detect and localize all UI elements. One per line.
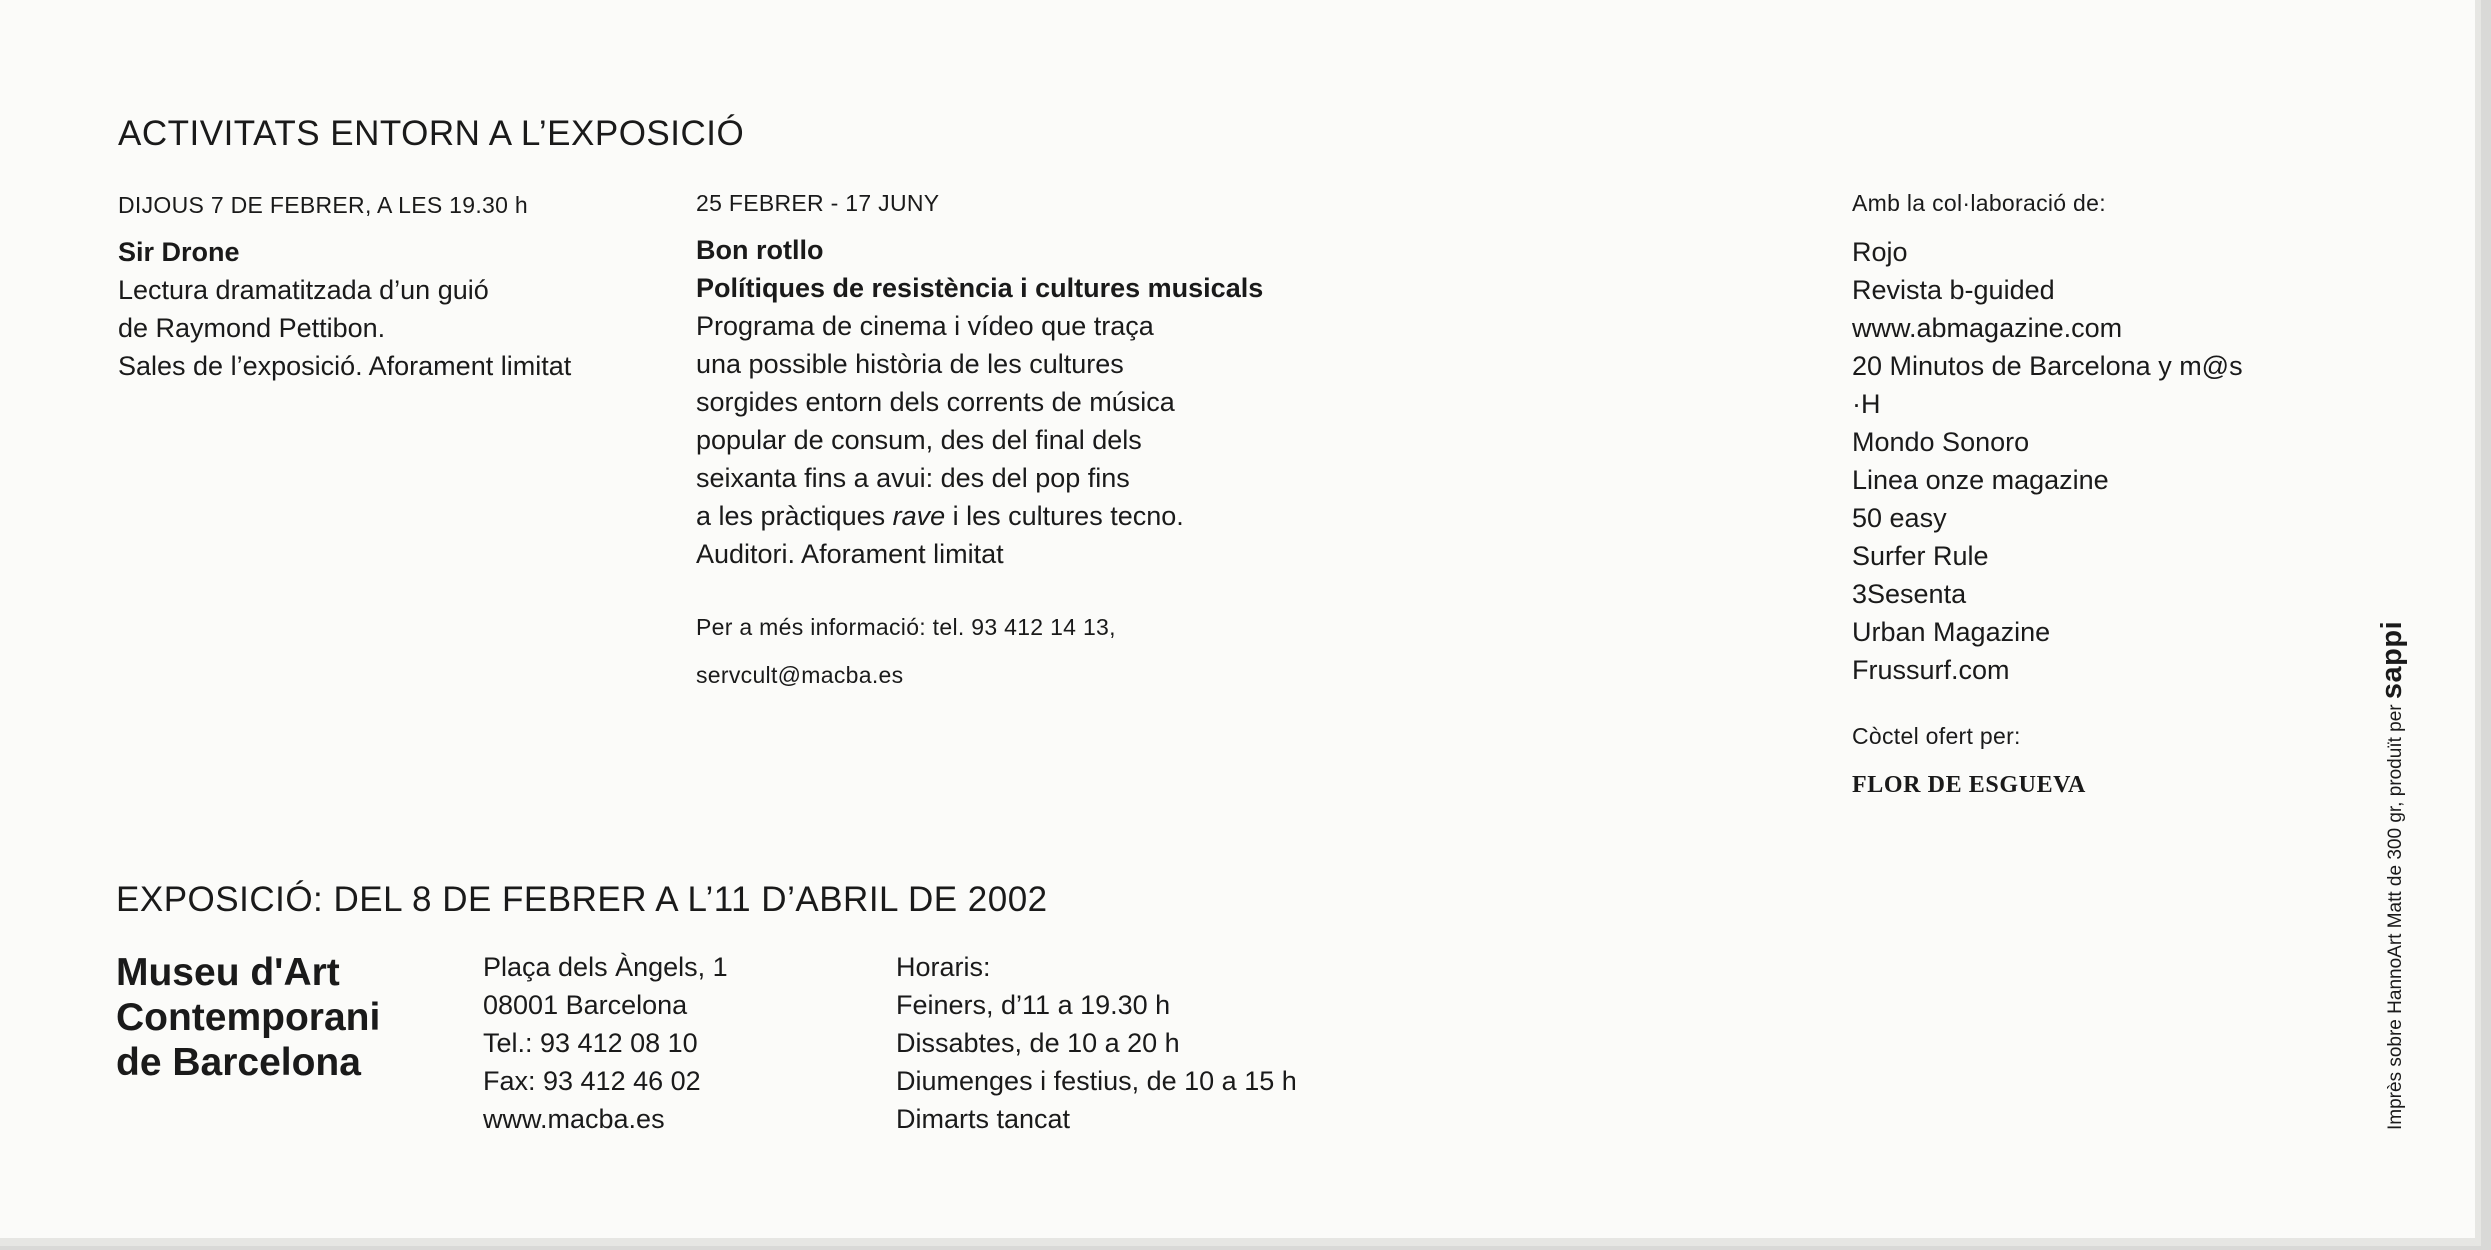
hours-heading: Horaris: <box>896 952 991 982</box>
address-line: Plaça dels Àngels, 1 <box>483 952 728 982</box>
sponsor-item: Rojo <box>1852 237 1908 267</box>
event-subtitle: Polítiques de resistència i cultures musicals <box>696 273 1264 303</box>
hours-line: Dimarts tancat <box>896 1104 1071 1134</box>
event-line: Sales de l’exposició. Aforament limitat <box>118 351 572 381</box>
sponsor-item: 50 easy <box>1852 503 1947 533</box>
info-email: servcult@macba.es <box>696 662 904 688</box>
event-title: Sir Drone <box>118 237 240 267</box>
sponsor-item: Mondo Sonoro <box>1852 427 2030 457</box>
sponsor-item: www.abmagazine.com <box>1852 313 2123 343</box>
sponsor-item: Revista b-guided <box>1852 275 2055 305</box>
event-line: seixanta fins a avui: des del pop fins <box>696 463 1130 493</box>
sponsor-item: Frussurf.com <box>1852 655 2010 685</box>
sponsor-item: 20 Minutos de Barcelona y m@s <box>1852 351 2243 381</box>
print-note <box>2376 621 2409 1130</box>
sponsor-item: Surfer Rule <box>1852 541 1989 571</box>
cocktail-sponsor: FLOR DE ESGUEVA <box>1852 772 2086 798</box>
event-line: sorgides entorn dels corrents de música <box>696 387 1175 417</box>
address-phone: Tel.: 93 412 08 10 <box>483 1028 698 1058</box>
event-date: DIJOUS 7 DE FEBRER, A LES 19.30 h <box>118 192 529 218</box>
hours-line: Diumenges i festius, de 10 a 15 h <box>896 1066 1297 1096</box>
event-sir-drone <box>118 192 571 385</box>
event-line: popular de consum, des del final dels <box>696 425 1142 455</box>
event-date: 25 FEBRER - 17 JUNY <box>696 190 940 216</box>
hours-line: Dissabtes, de 10 a 20 h <box>896 1028 1180 1058</box>
event-line: de Raymond Pettibon. <box>118 313 386 343</box>
sponsor-item: Urban Magazine <box>1852 617 2051 647</box>
museum-name-line: Museu d'Art <box>116 951 340 994</box>
print-note-text: Imprès sobre HannoArt Matt de 300 gr, produït per <box>2385 699 2406 1130</box>
hours-line: Feiners, d’11 a 19.30 h <box>896 990 1171 1020</box>
event-line: una possible història de les cultures <box>696 349 1124 379</box>
sponsor-item: Linea onze magazine <box>1852 465 2109 495</box>
collaboration-block <box>1852 190 2243 799</box>
sponsor-item: 3Sesenta <box>1852 579 1967 609</box>
address-fax: Fax: 93 412 46 02 <box>483 1066 701 1096</box>
rave-word: rave <box>892 501 946 531</box>
rave-prefix: a les pràctiques <box>696 501 893 531</box>
event-line: Lectura dramatitzada d’un guió <box>118 275 489 305</box>
sappi-logo: sappi <box>2376 620 2408 700</box>
museum-name <box>116 950 380 1085</box>
sponsor-item: ·H <box>1852 389 1881 419</box>
event-title: Bon rotllo <box>696 235 824 265</box>
exhibition-dates: EXPOSICIÓ: DEL 8 DE FEBRER A L’11 D’ABRIL DE 2002 <box>116 880 1048 919</box>
museum-name-line: Contemporani <box>116 996 381 1039</box>
info-phone: Per a més informació: tel. 93 412 14 13, <box>696 614 1116 640</box>
event-line-rave <box>696 497 1263 535</box>
collaboration-heading: Amb la col·laboració de: <box>1852 190 2106 216</box>
address-line: 08001 Barcelona <box>483 990 688 1020</box>
activities-heading: ACTIVITATS ENTORN A L’EXPOSICIÓ <box>118 114 745 153</box>
address-website: www.macba.es <box>483 1104 665 1134</box>
hours-block <box>896 948 1297 1138</box>
rave-suffix: i les cultures tecno. <box>945 501 1184 531</box>
event-bon-rotllo <box>696 190 1263 699</box>
address-block <box>483 948 728 1138</box>
museum-name-line: de Barcelona <box>116 1041 361 1084</box>
event-line: Auditori. Aforament limitat <box>696 539 1004 569</box>
event-line: Programa de cinema i vídeo que traça <box>696 311 1154 341</box>
cocktail-heading: Còctel ofert per: <box>1852 723 2021 749</box>
